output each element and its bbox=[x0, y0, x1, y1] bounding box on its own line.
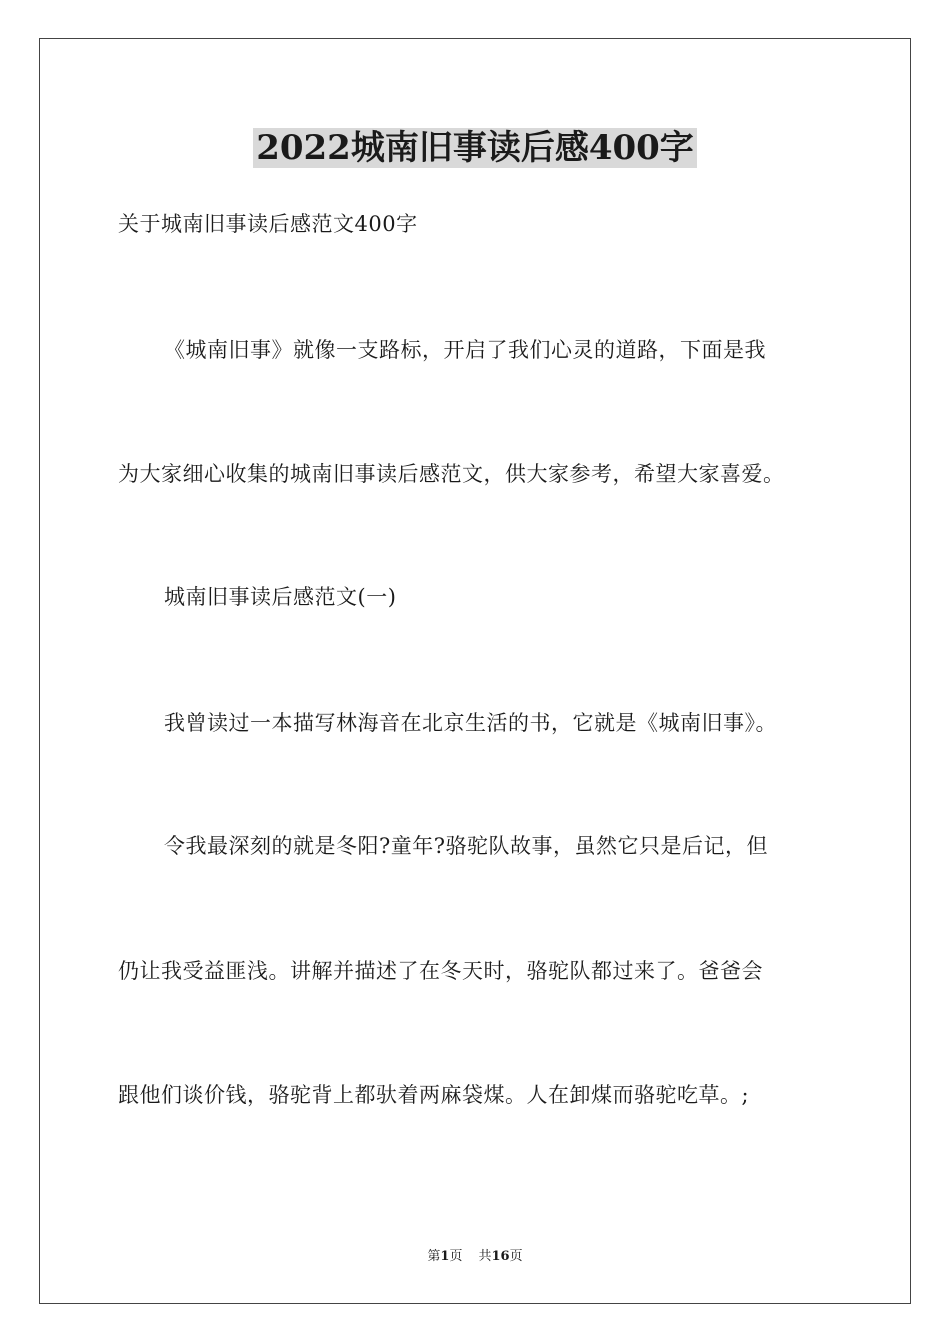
current-page-number: 1 bbox=[440, 1249, 450, 1264]
paragraph-line-4: 令我最深刻的就是冬阳?童年?骆驼队故事，虽然它只是后记，但 bbox=[164, 834, 769, 858]
paragraph-line-3: 我曾读过一本描写林海音在北京生活的书，它就是《城南旧事》。 bbox=[164, 711, 777, 735]
paragraph-line-6: 跟他们谈价钱，骆驼背上都驮着两麻袋煤。人在卸煤而骆驼吃草。; bbox=[118, 1083, 750, 1107]
paragraph-line-2: 为大家细心收集的城南旧事读后感范文，供大家参考，希望大家喜爱。 bbox=[118, 462, 785, 486]
total-suffix: 页 bbox=[509, 1249, 523, 1264]
paragraph-line-1: 《城南旧事》就像一支路标，开启了我们心灵的道路，下面是我 bbox=[164, 338, 766, 362]
page-footer bbox=[0, 1248, 950, 1266]
paragraph-line-5: 仍让我受益匪浅。讲解并描述了在冬天时，骆驼队都过来了。爸爸会 bbox=[118, 959, 763, 983]
section-heading: 城南旧事读后感范文(一) bbox=[164, 585, 397, 609]
document-title bbox=[0, 124, 950, 172]
page-suffix: 页 bbox=[449, 1249, 463, 1264]
total-page-count: 16 bbox=[491, 1249, 510, 1264]
page-prefix: 第 bbox=[427, 1249, 441, 1264]
document-subtitle: 关于城南旧事读后感范文400字 bbox=[118, 212, 418, 236]
document-title-text: 2022城南旧事读后感400字 bbox=[253, 128, 697, 168]
total-prefix: 共 bbox=[478, 1249, 492, 1264]
